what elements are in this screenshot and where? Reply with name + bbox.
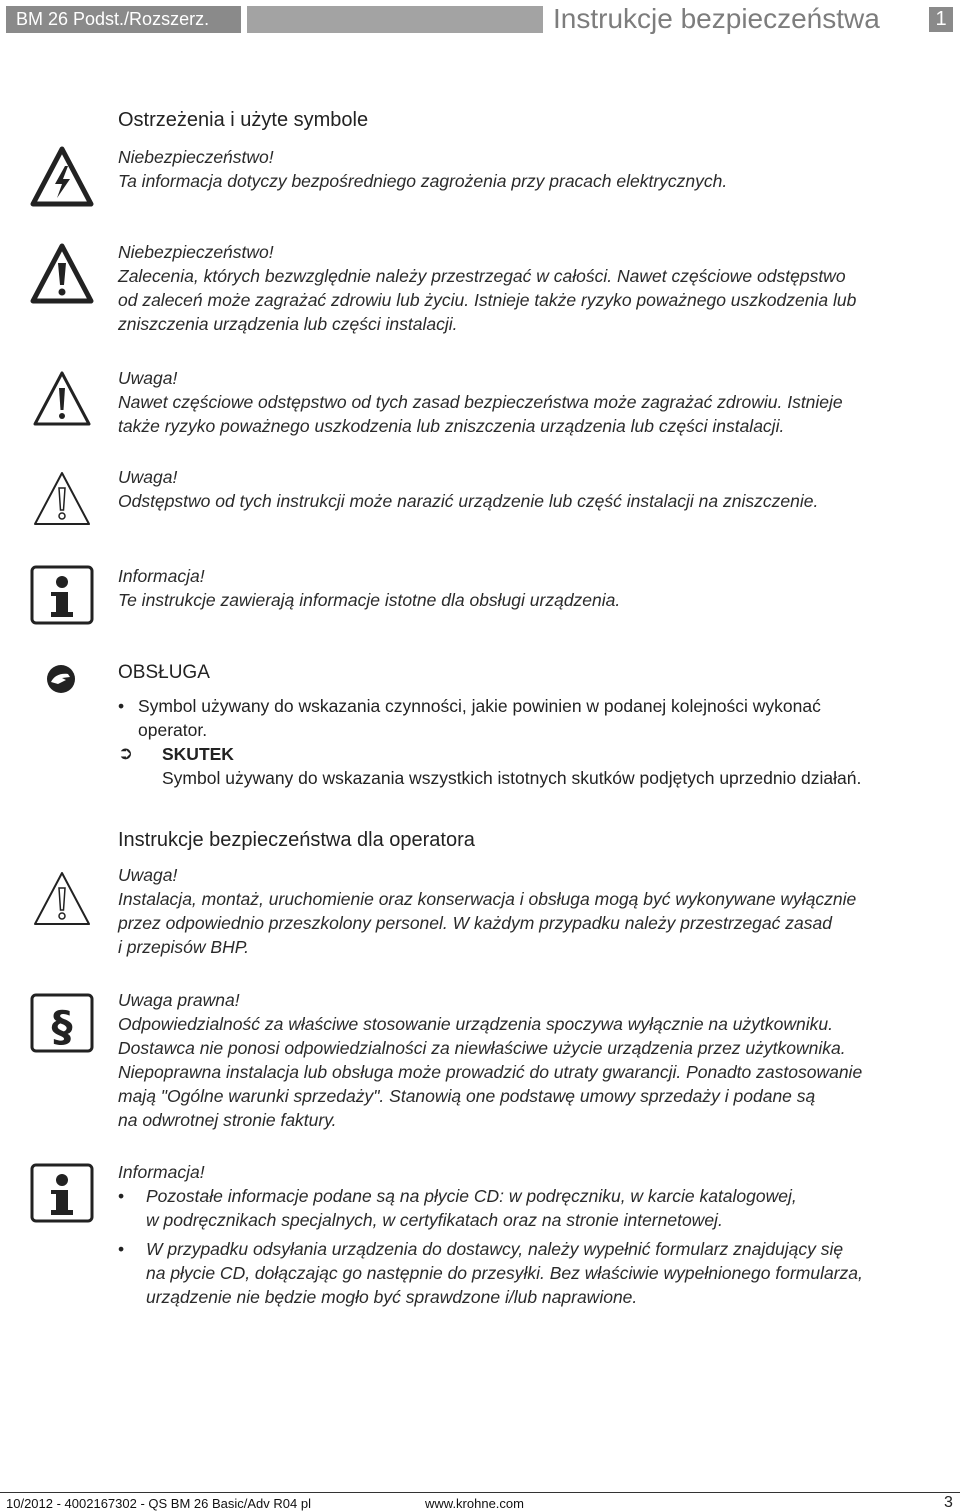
info2-bullet-line: w podręcznikach specjalnych, w certyfikatach oraz na stronie internetowej.: [146, 1210, 723, 1230]
info2-bullet-line: W przypadku odsyłania urządzenia do dostawcy, należy wypełnić formularz znajdujący się: [146, 1239, 844, 1259]
info-text: Te instrukcje zawierają informacje istotne dla obsługi urządzenia.: [118, 590, 621, 610]
info-icon: [30, 565, 94, 625]
header-bar: [247, 6, 543, 33]
warning-device-icon: [32, 470, 92, 528]
handling-bullet-line: operator.: [138, 720, 208, 740]
legal-heading: Uwaga prawna!: [118, 990, 240, 1010]
bullet-icon: •: [118, 696, 125, 716]
danger-general-line: Zalecenia, których bezwzględnie należy przestrzegać w całości. Nawet częściowe odstępstwo: [118, 266, 846, 286]
info-heading: Informacja!: [118, 566, 205, 586]
info-icon: [30, 1163, 94, 1223]
legal-line: mają "Ogólne warunki sprzedaży". Stanowią one podstawę umowy sprzedaży i podane są: [118, 1086, 816, 1106]
section-title-operator: Instrukcje bezpieczeństwa dla operatora: [118, 829, 475, 851]
warning-health-line: Nawet częściowe odstępstwo od tych zasad bezpieczeństwa może zagrażać zdrowiu. Istnieje: [118, 392, 843, 412]
result-arrow-icon: ➲: [118, 743, 134, 763]
footer-rule: [0, 1492, 960, 1493]
handling-hand-icon: [46, 664, 76, 694]
legal-line: Dostawca nie ponosi odpowiedzialności za niewłaściwe użycie urządzenia przez użytkownika.: [118, 1038, 846, 1058]
danger-electric-text: Ta informacja dotyczy bezpośredniego zagrożenia przy pracach elektrycznych.: [118, 171, 728, 191]
danger-general-line: zniszczenia urządzenia lub części instalacji.: [118, 314, 458, 334]
warning-health-icon: [32, 370, 92, 428]
warning-health-heading: Uwaga!: [118, 368, 178, 388]
bullet-icon: •: [118, 1239, 125, 1259]
info2-bullet-line: Pozostałe informacje podane są na płycie CD: w podręczniku, w karcie katalogowej,: [146, 1186, 797, 1206]
electrical-danger-icon: [30, 146, 94, 208]
caution-line: Instalacja, montaż, uruchomienie oraz konserwacja i obsługa mogą być wykonywane wyłącznie: [118, 889, 857, 909]
footer-website: www.krohne.com: [425, 1496, 524, 1511]
document-label: BM 26 Podst./Rozszerz.: [6, 6, 241, 33]
info2-bullet-line: urządzenie nie będzie mogło być sprawdzone i/lub naprawione.: [146, 1287, 638, 1307]
svg-text:§: §: [51, 1002, 73, 1051]
warning-health-line: także ryzyko poważnego uszkodzenia lub zniszczenia urządzenia lub części instalacji.: [118, 416, 785, 436]
handling-heading: OBSŁUGA: [118, 662, 210, 683]
info2-bullet-line: na płycie CD, dołączając go następnie do przesyłki. Bez właściwie wypełnionego formularza,: [146, 1263, 863, 1283]
page-number: 3: [944, 1494, 953, 1511]
result-text: Symbol używany do wskazania wszystkich istotnych skutków podjętych uprzednio działań.: [162, 768, 862, 788]
caution-line: przez odpowiednio przeszkolony personel. W każdym przypadku należy przestrzegać zasad: [118, 913, 832, 933]
footer-doc-ref: 10/2012 - 4002167302 - QS BM 26 Basic/Adv R04 pl: [6, 1496, 311, 1511]
legal-line: Odpowiedzialność za właściwe stosowanie urządzenia spoczywa wyłącznie na użytkowniku.: [118, 1014, 833, 1034]
caution-icon: [32, 870, 92, 928]
chapter-title: Instrukcje bezpieczeństwa: [553, 3, 880, 34]
danger-general-heading: Niebezpieczeństwo!: [118, 242, 274, 262]
handling-bullet-line: Symbol używany do wskazania czynności, jakie powinien w podanej kolejności wykonać: [138, 696, 821, 716]
danger-exclamation-icon: [30, 243, 94, 305]
bullet-icon: •: [118, 1186, 125, 1206]
info2-heading: Informacja!: [118, 1162, 205, 1182]
section-title-symbols: Ostrzeżenia i użyte symbole: [118, 109, 369, 131]
danger-electric-heading: Niebezpieczeństwo!: [118, 147, 274, 167]
warning-device-heading: Uwaga!: [118, 467, 178, 487]
warning-device-text: Odstępstwo od tych instrukcji może narazić urządzenie lub część instalacji na zniszczenie.: [118, 491, 819, 511]
result-heading: SKUTEK: [162, 744, 234, 764]
legal-line: Niepoprawna instalacja lub obsługa może prowadzić do utraty gwarancji. Ponadto zastosowanie: [118, 1062, 863, 1082]
danger-general-line: od zaleceń może zagrażać zdrowiu lub życiu. Istnieje także ryzyko poważnego uszkodzenia lub: [118, 290, 857, 310]
legal-line: na odwrotnej stronie faktury.: [118, 1110, 337, 1130]
chapter-number: 1: [929, 7, 953, 32]
caution-heading: Uwaga!: [118, 865, 178, 885]
legal-section-icon: [30, 993, 94, 1053]
caution-line: i przepisów BHP.: [118, 937, 249, 957]
